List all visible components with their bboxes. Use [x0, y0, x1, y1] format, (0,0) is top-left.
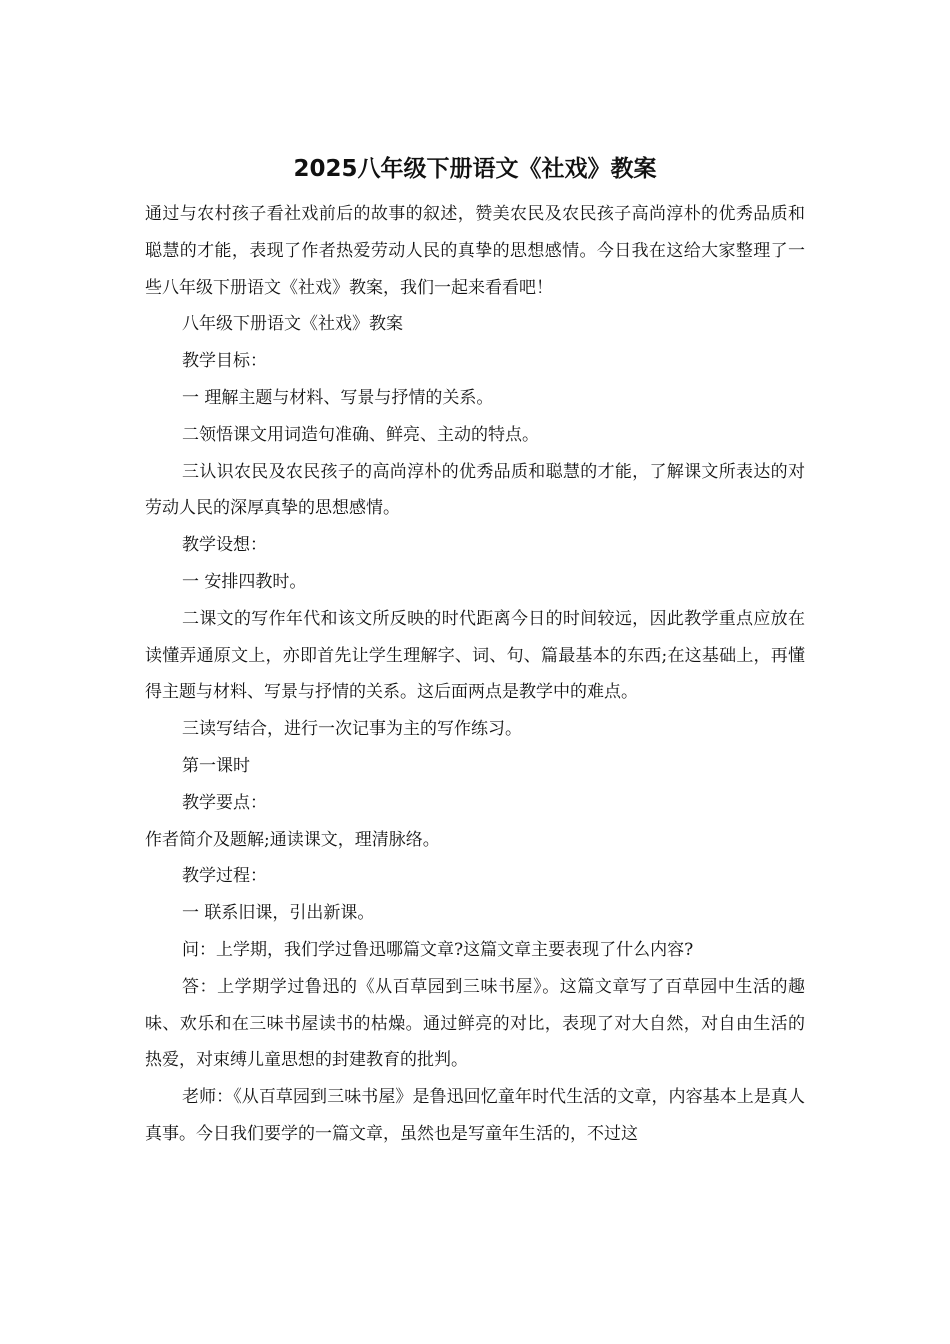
- subheading-key-points: 教学要点：: [182, 792, 267, 813]
- subheading-teaching-goals: 教学目标：: [182, 351, 267, 372]
- plan-item: 一 安排四教时。: [182, 571, 307, 592]
- answer-paragraph: 答：上学期学过鲁迅的《从百草园到三味书屋》。这篇文章写了百草园中生活的趣味、欢乐和在三味书屋读书的枯燥。通过鲜亮的对比，表现了对大自然，对自由生活的热爱，对束缚儿童思想的封建教育的批判。: [145, 976, 805, 1071]
- subheading-teaching-plan: 教学设想：: [182, 535, 267, 556]
- goal-item: 一 理解主题与材料、写景与抒情的关系。: [182, 387, 494, 408]
- lesson-heading: 第一课时: [182, 755, 250, 776]
- subheading-process: 教学过程：: [182, 866, 267, 887]
- document-body: [145, 196, 805, 1153]
- teacher-paragraph: 老师：《从百草园到三味书屋》是鲁迅回忆童年时代生活的文章，内容基本上是真人真事。今日我们要学的一篇文章，虽然也是写童年生活的，不过这: [145, 1087, 805, 1144]
- section-heading: 八年级下册语文《社戏》教案: [182, 314, 403, 335]
- question-paragraph: 问：上学期，我们学过鲁迅哪篇文章?这篇文章主要表现了什么内容?: [182, 939, 694, 960]
- key-points-text: 作者简介及题解;通读课文，理清脉络。: [145, 829, 440, 850]
- document-title: 2025八年级下册语文《社戏》教案: [293, 156, 657, 182]
- goal-item: 二领悟课文用词造句准确、鲜亮、主动的特点。: [182, 424, 539, 445]
- plan-item: 三读写结合，进行一次记事为主的写作练习。: [182, 719, 522, 740]
- plan-item: 二课文的写作年代和该文所反映的时代距离今日的时间较远，因此教学重点应放在读懂弄通原文上，亦即首先让学生理解字、词、句、篇最基本的东西;在这基础上，再懂得主题与材料、写景与抒情的关系。这后面两点是教学中的难点。: [145, 608, 805, 703]
- goal-item: 三认识农民及农民孩子的高尚淳朴的优秀品质和聪慧的才能，了解课文所表达的对劳动人民的深厚真挚的思想感情。: [145, 461, 805, 519]
- process-item: 一 联系旧课，引出新课。: [182, 903, 375, 924]
- intro-paragraph: 通过与农村孩子看社戏前后的故事的叙述，赞美农民及农民孩子高尚淳朴的优秀品质和聪慧的才能，表现了作者热爱劳动人民的真挚的思想感情。今日我在这给大家整理了一些八年级下册语文《社戏》教案，我们一起来看看吧！: [145, 204, 805, 298]
